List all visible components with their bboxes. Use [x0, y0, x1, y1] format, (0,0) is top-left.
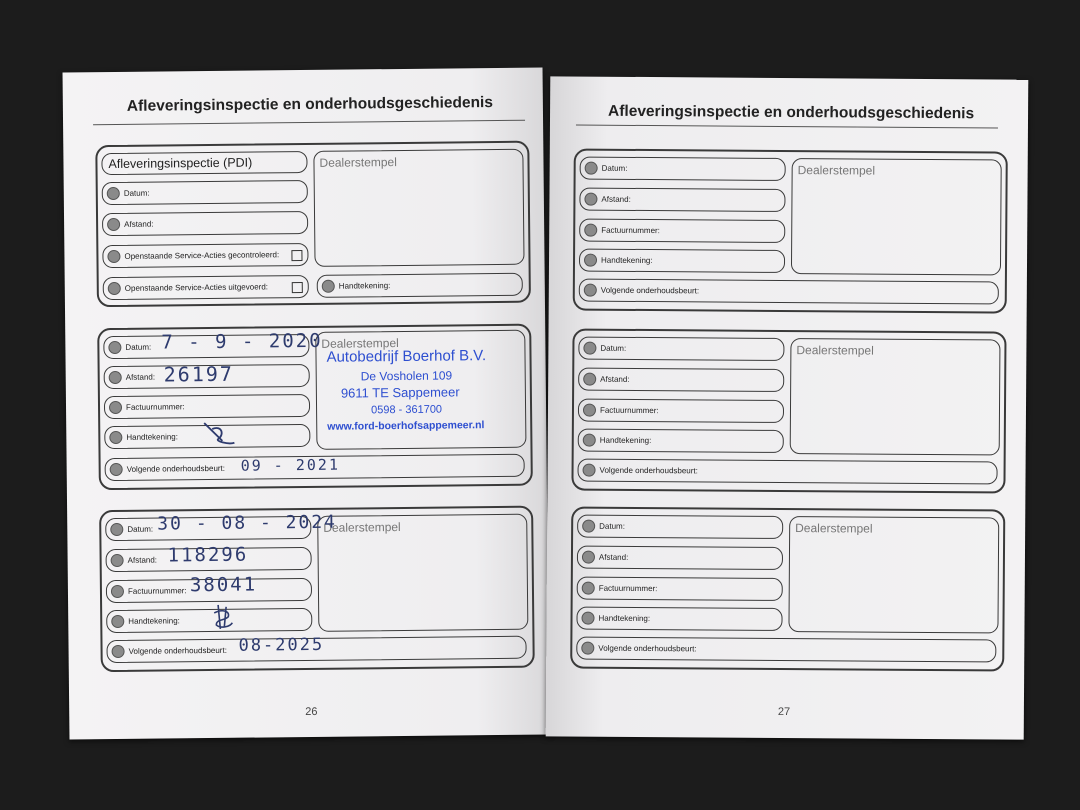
- handtekening-field[interactable]: [578, 429, 784, 453]
- afstand-field[interactable]: [578, 368, 784, 392]
- service-entry-4: [571, 329, 1006, 494]
- bullet-icon: [582, 520, 595, 533]
- field-label: Handtekening:: [126, 432, 178, 442]
- bullet-icon: [585, 162, 598, 175]
- right-page: [546, 76, 1029, 739]
- field-label: Afstand:: [125, 372, 156, 382]
- pdi-afstand-field[interactable]: [102, 211, 308, 236]
- handwritten-datum: 30 - 08 - 2024: [157, 511, 338, 535]
- handwritten-afstand: 26197: [163, 361, 235, 387]
- field-label: Datum:: [600, 343, 627, 353]
- bullet-icon: [111, 585, 124, 598]
- field-label: Handtekening:: [599, 435, 652, 446]
- page-number: 27: [777, 705, 791, 719]
- field-label: Afstand:: [601, 194, 631, 204]
- checkbox[interactable]: [292, 282, 303, 293]
- handwritten-afstand: 118296: [167, 543, 249, 567]
- bullet-icon: [584, 193, 597, 206]
- handtekening-field[interactable]: [579, 249, 785, 273]
- dealer-stamp-area: [788, 516, 999, 633]
- page-number: 26: [305, 705, 318, 719]
- title-rule: [576, 125, 998, 129]
- bullet-icon: [322, 280, 335, 293]
- bullet-icon: [583, 464, 596, 477]
- stamp-label: Dealerstempel: [797, 163, 876, 178]
- stamp-label: Dealerstempel: [795, 521, 873, 536]
- bullet-icon: [583, 434, 596, 447]
- field-label: Handtekening:: [598, 613, 651, 624]
- field-label: Datum:: [601, 163, 628, 173]
- dealer-stamp-area: [315, 330, 526, 450]
- field-label: Datum:: [123, 188, 150, 198]
- bullet-icon: [108, 341, 121, 354]
- handwritten-factuur: 38041: [189, 573, 258, 597]
- pdi-header-field: [101, 151, 307, 175]
- field-label: Factuurnummer:: [125, 402, 185, 412]
- volgende-field[interactable]: [576, 637, 996, 663]
- datum-field[interactable]: [578, 337, 784, 361]
- bullet-icon: [107, 187, 120, 200]
- handwritten-datum: 7 - 9 - 2020: [161, 329, 323, 354]
- bullet-icon: [109, 371, 122, 384]
- dealer-stamp-area: [317, 514, 528, 632]
- pdi-header-label: Afleveringsinspectie (PDI): [108, 155, 253, 172]
- field-label: Factuurnummer:: [601, 225, 660, 236]
- field-label: Volgende onderhoudsbeurt:: [126, 463, 226, 474]
- bullet-icon: [582, 551, 595, 564]
- bullet-icon: [584, 224, 597, 237]
- stamp-label: Dealerstempel: [323, 520, 401, 535]
- bullet-icon: [107, 218, 120, 231]
- field-label: Volgende onderhoudsbeurt:: [128, 645, 227, 656]
- dealer-name: Autobedrijf Boerhof B.V.: [326, 347, 487, 366]
- pdi-gecontroleerd-field[interactable]: [102, 243, 308, 268]
- field-label: Afstand:: [124, 219, 154, 229]
- field-label: Factuurnummer:: [599, 405, 659, 416]
- bullet-icon: [582, 582, 595, 595]
- signature-scribble: [210, 603, 236, 633]
- bullet-icon: [109, 401, 122, 414]
- dealer-street: De Vosholen 109: [360, 368, 453, 384]
- handwritten-volgende: 09 - 2021: [240, 455, 341, 475]
- field-label: Datum:: [125, 342, 152, 352]
- field-label: Afstand:: [127, 555, 158, 565]
- factuur-field[interactable]: [577, 577, 783, 601]
- field-label: Afstand:: [600, 374, 630, 384]
- field-label: Openstaande Service-Acties uitgevoerd:: [124, 282, 269, 293]
- bullet-icon: [581, 612, 594, 625]
- title-rule: [93, 120, 525, 126]
- page-title: Afleveringsinspectie en onderhoudsgeschiedenis: [608, 102, 975, 123]
- page-title: Afleveringsinspectie en onderhoudsgeschiedenis: [126, 94, 494, 115]
- bullet-icon: [110, 523, 123, 536]
- field-label: Volgende onderhoudsbeurt:: [598, 643, 697, 654]
- field-label: Factuurnummer:: [127, 586, 187, 596]
- datum-field[interactable]: [580, 157, 786, 181]
- bullet-icon: [583, 373, 596, 386]
- pdi-uitgevoerd-field[interactable]: [103, 275, 309, 300]
- afstand-field[interactable]: [577, 546, 783, 570]
- field-label: Handtekening:: [128, 616, 180, 626]
- dealer-phone: 0598 - 361700: [371, 403, 443, 417]
- service-entry-3: [573, 149, 1008, 314]
- dealer-stamp-area: [313, 149, 524, 267]
- factuur-field[interactable]: [579, 219, 785, 243]
- stamp-label: Dealerstempel: [321, 336, 399, 351]
- stamp-label: Dealerstempel: [319, 155, 397, 170]
- volgende-field[interactable]: [577, 459, 997, 485]
- field-label: Volgende onderhoudsbeurt:: [599, 465, 698, 476]
- datum-field[interactable]: [577, 515, 783, 539]
- service-entry-1: [97, 324, 533, 491]
- handwritten-volgende: 08-2025: [238, 634, 325, 656]
- field-label: Datum:: [599, 521, 625, 531]
- dealer-stamp-area: [791, 158, 1002, 275]
- afstand-field[interactable]: [579, 188, 785, 212]
- field-label: Afstand:: [598, 552, 629, 562]
- service-entry-5: [570, 506, 1005, 671]
- dealer-website: www.ford-boerhofsappemeer.nl: [327, 419, 485, 433]
- bullet-icon: [109, 431, 122, 444]
- stamp-label: Dealerstempel: [796, 343, 874, 358]
- service-entry-2: [99, 506, 535, 673]
- pdi-handtekening-field[interactable]: [317, 273, 523, 298]
- signature-scribble: [200, 419, 240, 449]
- checkbox[interactable]: [291, 250, 302, 261]
- bullet-icon: [111, 615, 124, 628]
- field-label: Handtekening:: [600, 255, 653, 266]
- left-page: [63, 68, 550, 740]
- field-label: Volgende onderhoudsbeurt:: [600, 285, 700, 296]
- dealer-stamp-area: [790, 338, 1001, 455]
- field-label: Handtekening:: [338, 281, 391, 291]
- bullet-icon: [583, 342, 596, 355]
- bullet-icon: [583, 404, 596, 417]
- bullet-icon: [581, 642, 594, 655]
- pdi-datum-field[interactable]: [102, 180, 308, 205]
- bullet-icon: [108, 282, 121, 295]
- dealer-city: 9611 TE Sappemeer: [340, 384, 460, 401]
- pdi-block: [95, 141, 531, 308]
- field-label: Factuurnummer:: [598, 583, 658, 594]
- handtekening-field[interactable]: [576, 607, 782, 631]
- field-label: Datum:: [127, 524, 154, 534]
- bullet-icon: [584, 284, 597, 297]
- factuur-field[interactable]: [578, 399, 784, 423]
- factuur-field[interactable]: [104, 394, 310, 419]
- bullet-icon: [112, 645, 125, 658]
- bullet-icon: [107, 250, 120, 263]
- volgende-field[interactable]: [579, 279, 999, 305]
- bullet-icon: [584, 254, 597, 267]
- bullet-icon: [111, 554, 124, 567]
- field-label: Openstaande Service-Acties gecontroleerd:: [124, 250, 280, 261]
- bullet-icon: [110, 463, 123, 476]
